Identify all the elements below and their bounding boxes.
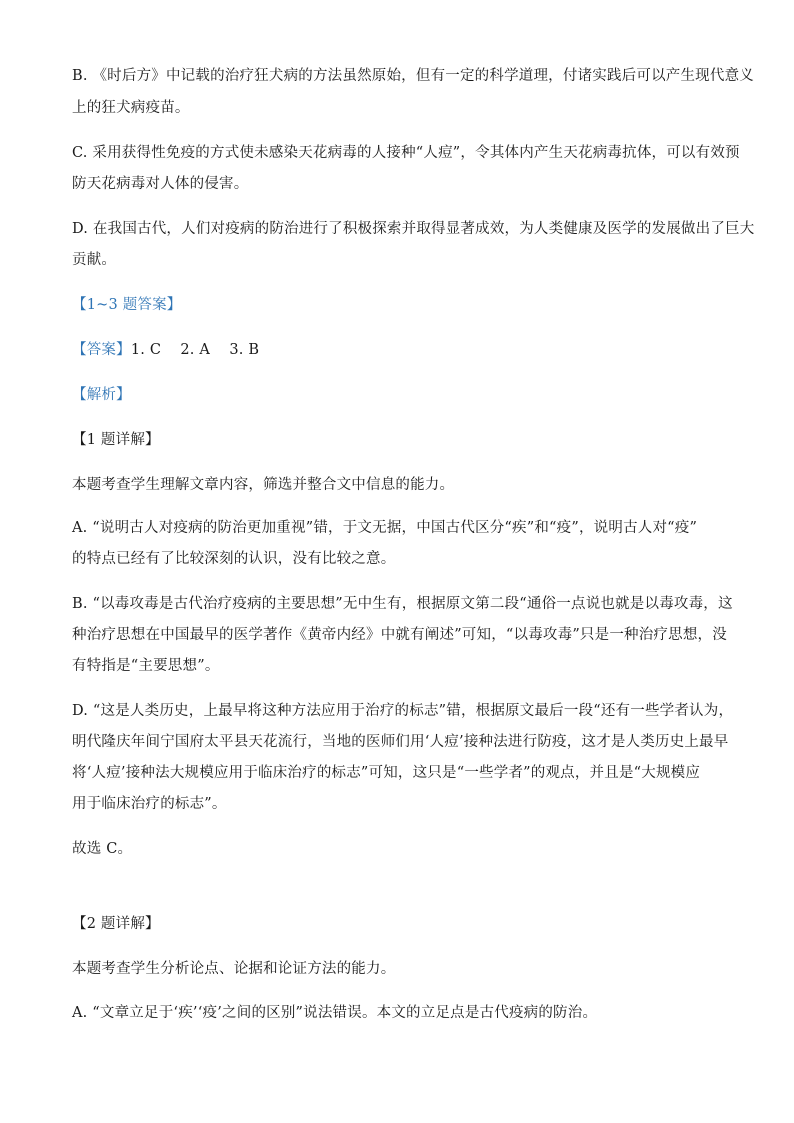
- q1-title: 【1 题详解】: [72, 432, 160, 448]
- q1-d-line-4: 用于临床治疗的标志”。: [72, 796, 227, 812]
- q1-a-line-1: A. “说明古人对疫病的防治更加重视”错，于文无据，中国古代区分“疾”和“疫”，说明古人对“疫”: [72, 520, 698, 536]
- answer-label: 【答案】: [72, 342, 131, 358]
- option-c-line-1: C. 采用获得性免疫的方式使未感染天花病毒的人接种“人痘”，令其体内产生天花病毒抗体，可以有效预: [72, 145, 740, 161]
- q1-d-line-3: 将‘人痘’接种法大规模应用于临床治疗的标志”可知，这只是“一些学者”的观点，并且是“大规模应: [72, 765, 701, 781]
- option-b-line-2: 上的狂犬病疫苗。: [72, 100, 190, 116]
- option-d-line-1: D. 在我国古代，人们对疫病的防治进行了积极探索并取得显著成效，为人类健康及医学的发展做出了巨大: [72, 221, 755, 237]
- q1-d-line-2: 明代隆庆年间宁国府太平县天花流行，当地的医师们用‘人痘’接种法进行防疫，这才是人类历史上最早: [72, 734, 729, 750]
- answer-text: 1. C 2. A 3. B: [130, 342, 260, 358]
- q1-conclusion: 故选 C。: [72, 841, 133, 857]
- q1-intro: 本题考查学生理解文章内容，筛选并整合文中信息的能力。: [72, 477, 455, 493]
- section-title: 【1~3 题答案】: [72, 297, 182, 313]
- option-b-line-1: B. 《时后方》中记载的治疗狂犬病的方法虽然原始，但有一定的科学道理，付诸实践后可以产生现代意义: [72, 68, 754, 84]
- q1-b-line-3: 有特指是“主要思想”。: [72, 658, 220, 674]
- analysis-title: 【解析】: [72, 387, 131, 403]
- q1-d-line-1: D. “这是人类历史，上最早将这种方法应用于治疗的标志”错，根据原文最后一段“还有一些学者认为，: [72, 703, 734, 719]
- q2-intro: 本题考查学生分析论点、论据和论证方法的能力。: [72, 961, 396, 977]
- option-d-line-2: 贡献。: [72, 252, 117, 268]
- q1-a-line-2: 的特点已经有了比较深刻的认识，没有比较之意。: [72, 551, 396, 567]
- q2-option-a: A. “文章立足于‘疾’‘疫’之间的区别”说法错误。本文的立足点是古代疫病的防治。: [72, 1005, 598, 1021]
- q1-b-line-2: 种治疗思想在中国最早的医学著作《黄帝内经》中就有阐述”可知，“以毒攻毒”只是一种治疗思想，没: [72, 627, 727, 643]
- q1-b-line-1: B. “以毒攻毒是古代治疗疫病的主要思想”无中生有，根据原文第二段“通俗一点说也就是以毒攻毒，这: [72, 596, 733, 612]
- option-c-line-2: 防天花病毒对人体的侵害。: [72, 176, 249, 192]
- q2-title: 【2 题详解】: [72, 916, 160, 932]
- answer-line: [72, 340, 732, 360]
